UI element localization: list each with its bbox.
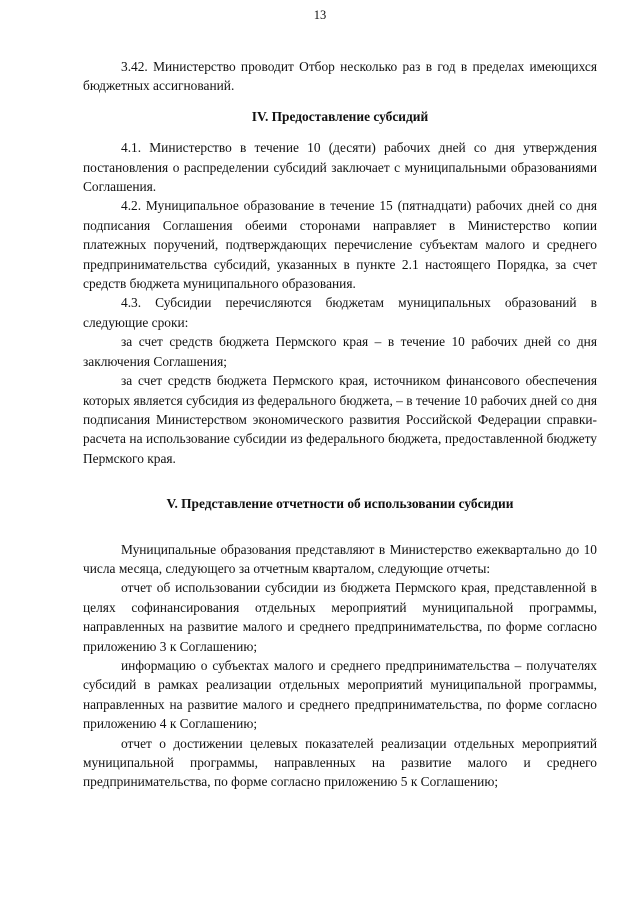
- document-body: [83, 57, 597, 792]
- section-iv-heading: IV. Предоставление субсидий: [251, 108, 429, 124]
- report-item-1: отчет об использовании субсидии из бюджета Пермского края, представленной в целях софинансирования отдельных мероприятий муниципальной программы, направленных на развитие малого и среднего предпринимательства, по форме согласно приложению 3 к Соглашению;: [83, 580, 597, 654]
- paragraph-4-3-b: за счет средств бюджета Пермского края, источником финансового обеспечения которых является субсидия из федерального бюджета, – в течение 10 рабочих дней со дня подписания Министерством экономического развития Российской Федерации справки-расчета на использование субсидии из федерального бюджета, предоставленной бюджету Пермского края.: [83, 373, 597, 466]
- section-v-heading: V. Представление отчетности об использовании субсидии: [166, 496, 514, 512]
- paragraph-3-42: 3.42. Министерство проводит Отбор несколько раз в год в пределах имеющихся бюджетных ассигнований.: [83, 59, 597, 94]
- paragraph-v-intro: Муниципальные образования представляют в Министерство ежеквартально до 10 числа месяца, следующего за отчетным кварталом, следующие отчеты:: [83, 541, 597, 576]
- paragraph-4-3: 4.3. Субсидии перечисляются бюджетам муниципальных образований в следующие сроки:: [83, 295, 597, 330]
- paragraph-4-1: 4.1. Министерство в течение 10 (десяти) рабочих дней со дня утверждения постановления о распределении субсидий заключает с муниципальными образованиями Соглашения.: [83, 140, 597, 195]
- page-number: 13: [313, 8, 327, 22]
- paragraph-4-3-a: за счет средств бюджета Пермского края – в течение 10 рабочих дней со дня заключения Соглашения;: [83, 334, 597, 369]
- report-item-3: отчет о достижении целевых показателей реализации отдельных мероприятий муниципальной программы, направленных на развитие малого и среднего предпринимательства, по форме согласно приложению 5 к Соглашению;: [83, 735, 597, 790]
- paragraph-4-2: 4.2. Муниципальное образование в течение 15 (пятнадцати) рабочих дней со дня подписания Соглашения обеими сторонами направляет в Министерство копии платежных поручений, подтверждающих перечисление субъектам малого и среднего предпринимательства субсидий, указанных в пункте 2.1 настоящего Порядка, за счет средств бюджета муниципального образования.: [83, 198, 597, 292]
- report-item-2: информацию о субъектах малого и среднего предпринимательства – получателях субсидий в рамках реализации отдельных мероприятий муниципальной программы, направленных на развитие малого и среднего предпринимательства, по форме согласно приложению 4 к Соглашению;: [83, 657, 597, 732]
